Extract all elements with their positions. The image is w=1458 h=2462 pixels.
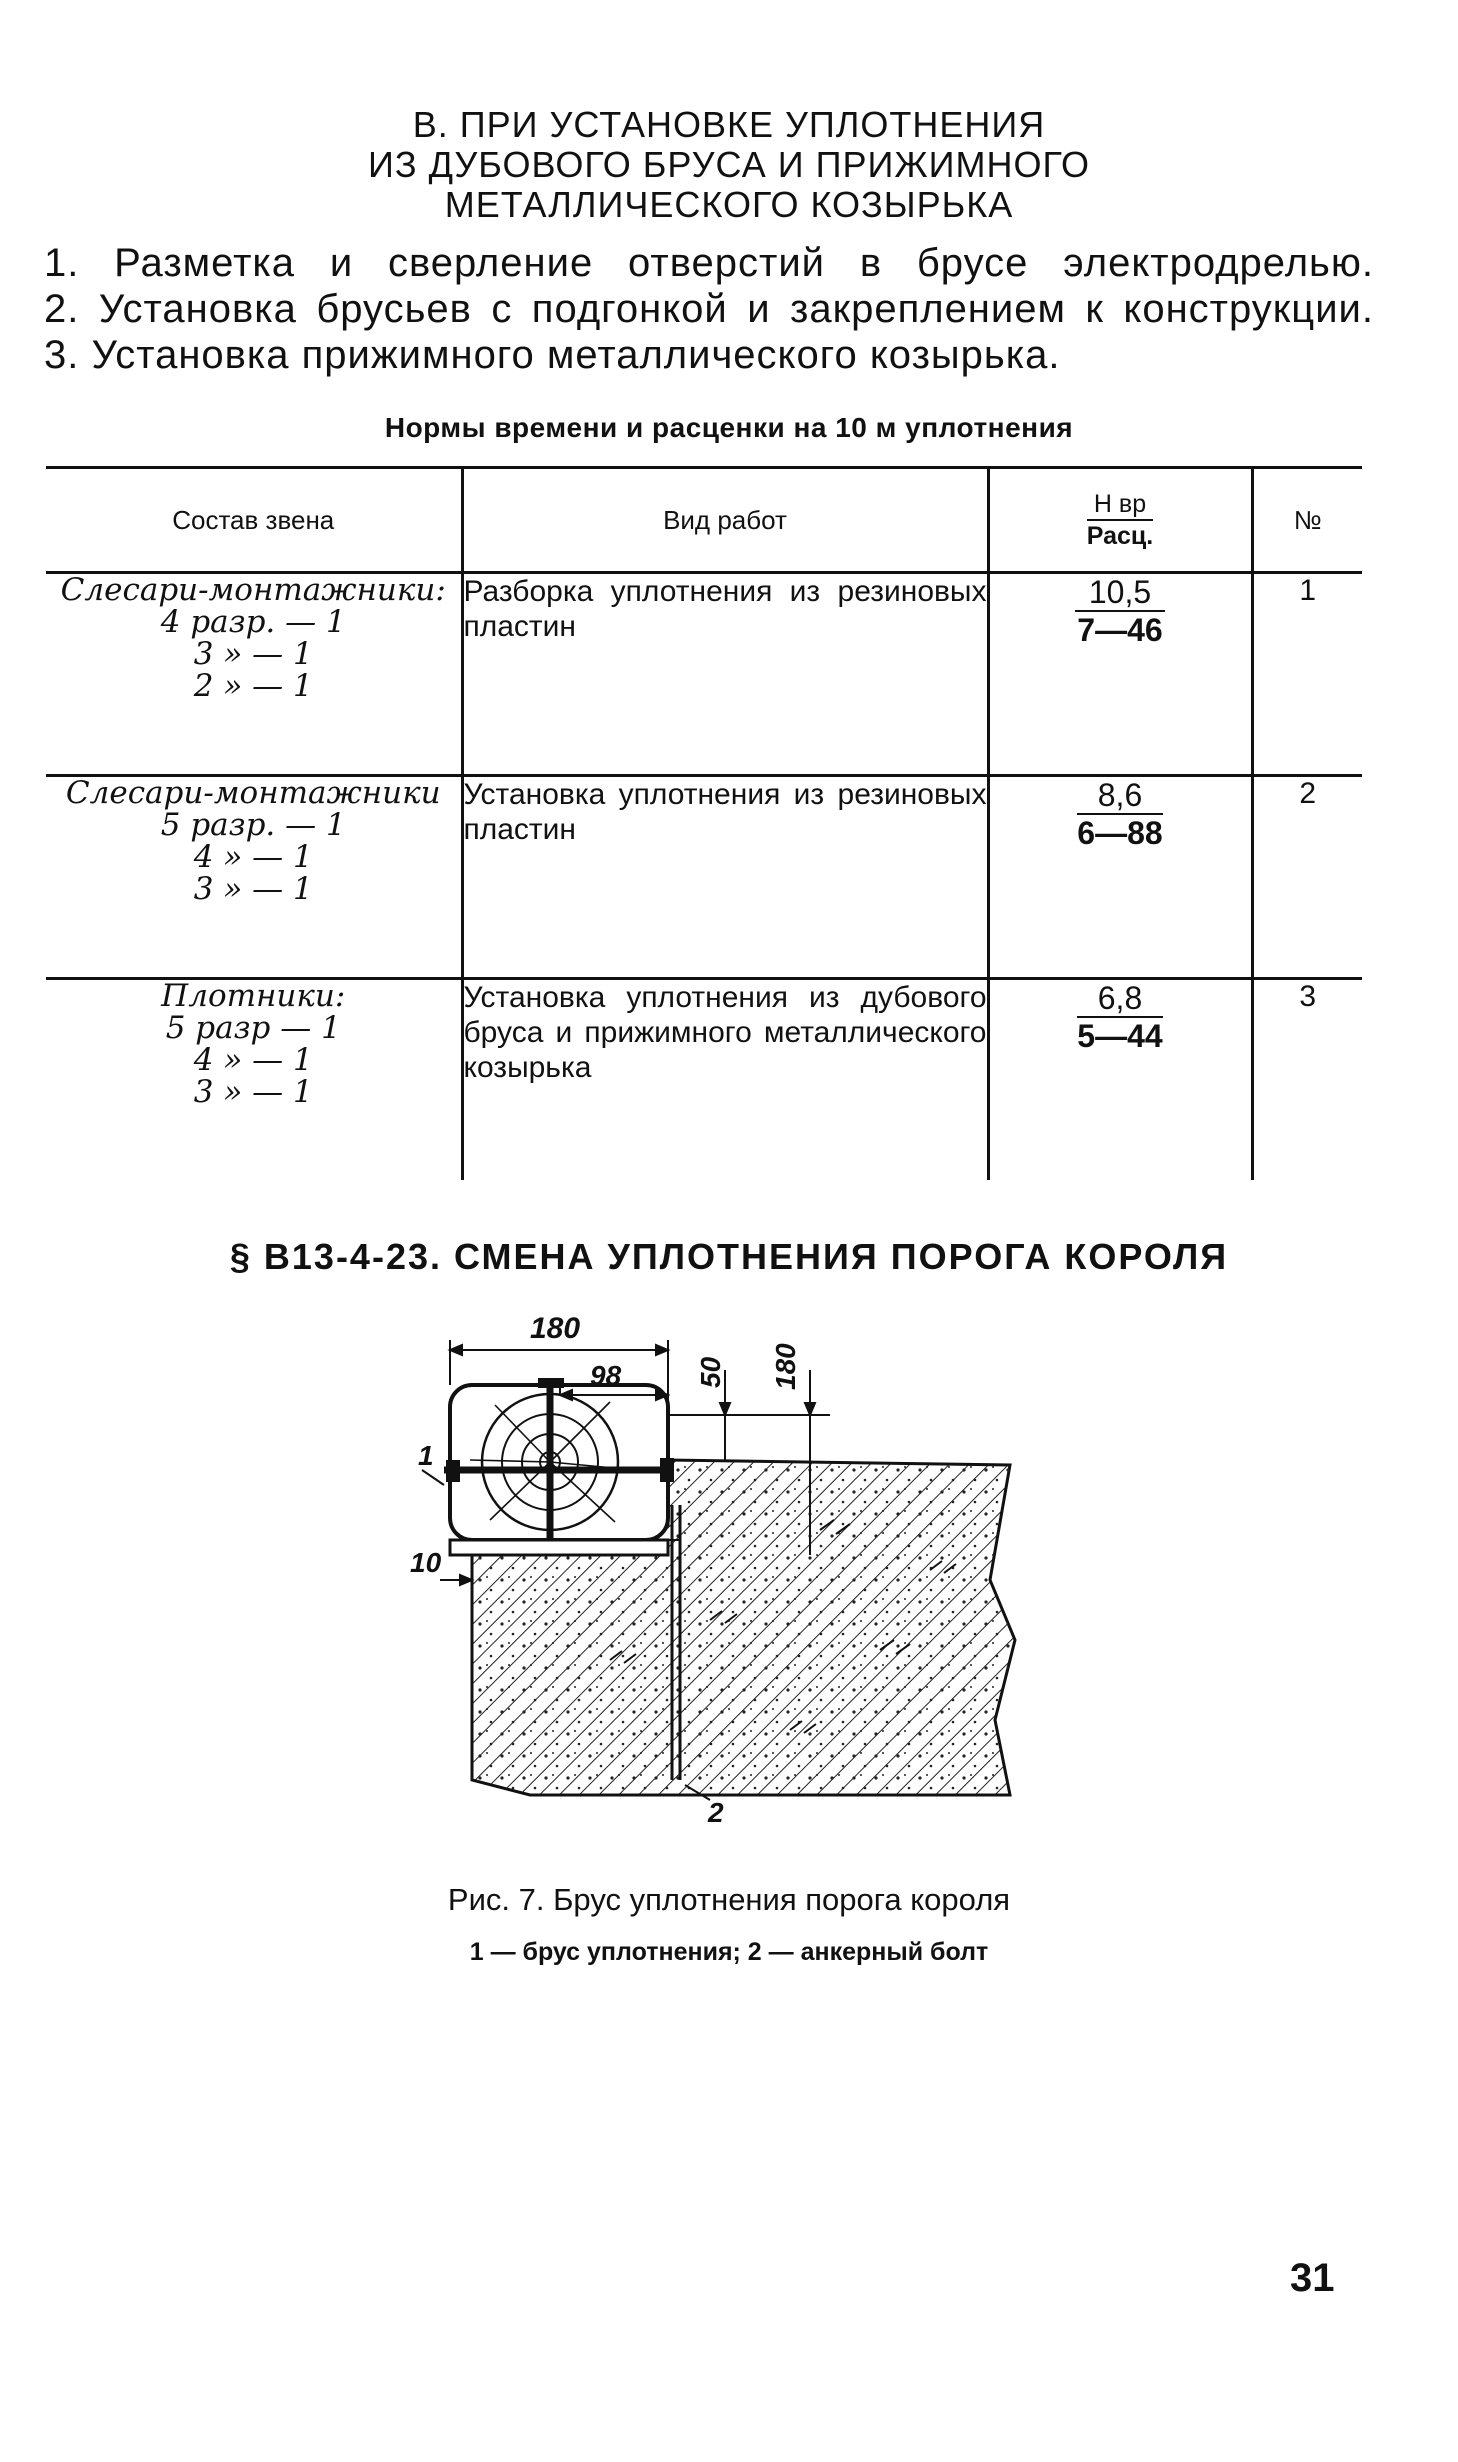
norm-cell: [988, 979, 1252, 1181]
heading-line-2: ИЗ ДУБОВОГО БРУСА И ПРИЖИМНОГО: [368, 144, 1090, 185]
dimension-label: 10: [410, 1547, 442, 1578]
row-number: 2: [1252, 776, 1362, 979]
crew-line: 3 » — 1: [193, 871, 313, 907]
work-steps-list: [44, 240, 1374, 378]
header-norm: [988, 468, 1252, 573]
crew-line: Плотники:: [161, 978, 346, 1014]
figure-caption: Рис. 7. Брус уплотнения порога короля: [447, 1882, 1011, 1917]
work-cell: Установка уплотнения из резиновых пластин: [462, 776, 988, 979]
header-number: №: [1252, 468, 1362, 573]
norm-time-value: 10,5: [1075, 574, 1165, 612]
norm-time-value: 6,8: [1077, 980, 1162, 1018]
header-rate: Расц.: [1086, 522, 1154, 550]
callout-marker: 1: [418, 1440, 434, 1471]
dimension-label: 180: [770, 1343, 801, 1390]
sealing-beam-drawing: [410, 1310, 1030, 1870]
page-number: 31: [1290, 2256, 1335, 2300]
dimension-label: 50: [695, 1356, 726, 1388]
heading-line-3: МЕТАЛЛИЧЕСКОГО КОЗЫРЬКА: [444, 184, 1014, 225]
work-step: 2. Установка брусьев с подгонкой и закреплением к конструкции.: [44, 287, 1374, 331]
dimension-label: 98: [590, 1360, 622, 1391]
norm-cell: [988, 573, 1252, 776]
crew-line: 3 » — 1: [193, 636, 313, 672]
crew-line: 3 » — 1: [193, 1074, 313, 1110]
crew-line: 5 разр. — 1: [160, 807, 346, 843]
crew-line: 4 » — 1: [193, 1042, 313, 1078]
crew-line: 4 разр. — 1: [160, 604, 346, 640]
work-step: 1. Разметка и сверление отверстий в брусе электродрелью.: [44, 241, 1374, 285]
rate-value: 6—88: [1077, 815, 1163, 851]
crew-cell: [46, 979, 462, 1181]
crew-line: Слесари-монтажники:: [60, 572, 446, 608]
work-cell: Установка уплотнения из дубового бруса и прижимного металлического козырька: [462, 979, 988, 1181]
header-crew: Состав звена: [172, 504, 335, 535]
crew-line: Слесари-монтажники: [65, 775, 441, 811]
rate-value: 5—44: [1077, 1018, 1163, 1054]
row-number: 1: [1252, 573, 1362, 776]
section-heading: [0, 105, 1458, 225]
work-step: 3. Установка прижимного металлического козырька.: [44, 333, 1061, 377]
table-header-row: [46, 468, 1362, 573]
table-row: [46, 573, 1362, 776]
crew-line: 4 » — 1: [193, 839, 313, 875]
norms-table: [46, 466, 1362, 1180]
rate-value: 7—46: [1077, 612, 1163, 648]
crew-line: 2 » — 1: [193, 668, 313, 704]
work-cell: Разборка уплотнения из резиновых пластин: [462, 573, 988, 776]
heading-line-1: В. ПРИ УСТАНОВКЕ УПЛОТНЕНИЯ: [412, 104, 1046, 145]
figure-legend: 1 — брус уплотнения; 2 — анкерный болт: [469, 1938, 989, 1966]
crew-line: 5 разр — 1: [165, 1010, 341, 1046]
crew-cell: [46, 776, 462, 979]
norm-cell: [988, 776, 1252, 979]
oak-beam: [444, 1378, 674, 1555]
dimension-label: 180: [530, 1312, 581, 1345]
header-work: Вид работ: [462, 468, 988, 573]
table-row: [46, 979, 1362, 1181]
norm-time-value: 8,6: [1077, 777, 1162, 815]
row-number: 3: [1252, 979, 1362, 1181]
callout-marker: 2: [708, 1797, 724, 1828]
section-title: § В13-4-23. СМЕНА УПЛОТНЕНИЯ ПОРОГА КОРОЛЯ: [229, 1236, 1229, 1277]
table-row: [46, 776, 1362, 979]
table-caption: Нормы времени и расценки на 10 м уплотнения: [384, 412, 1074, 443]
crew-cell: [46, 573, 462, 776]
header-norm-time: Н вр: [1087, 489, 1153, 521]
